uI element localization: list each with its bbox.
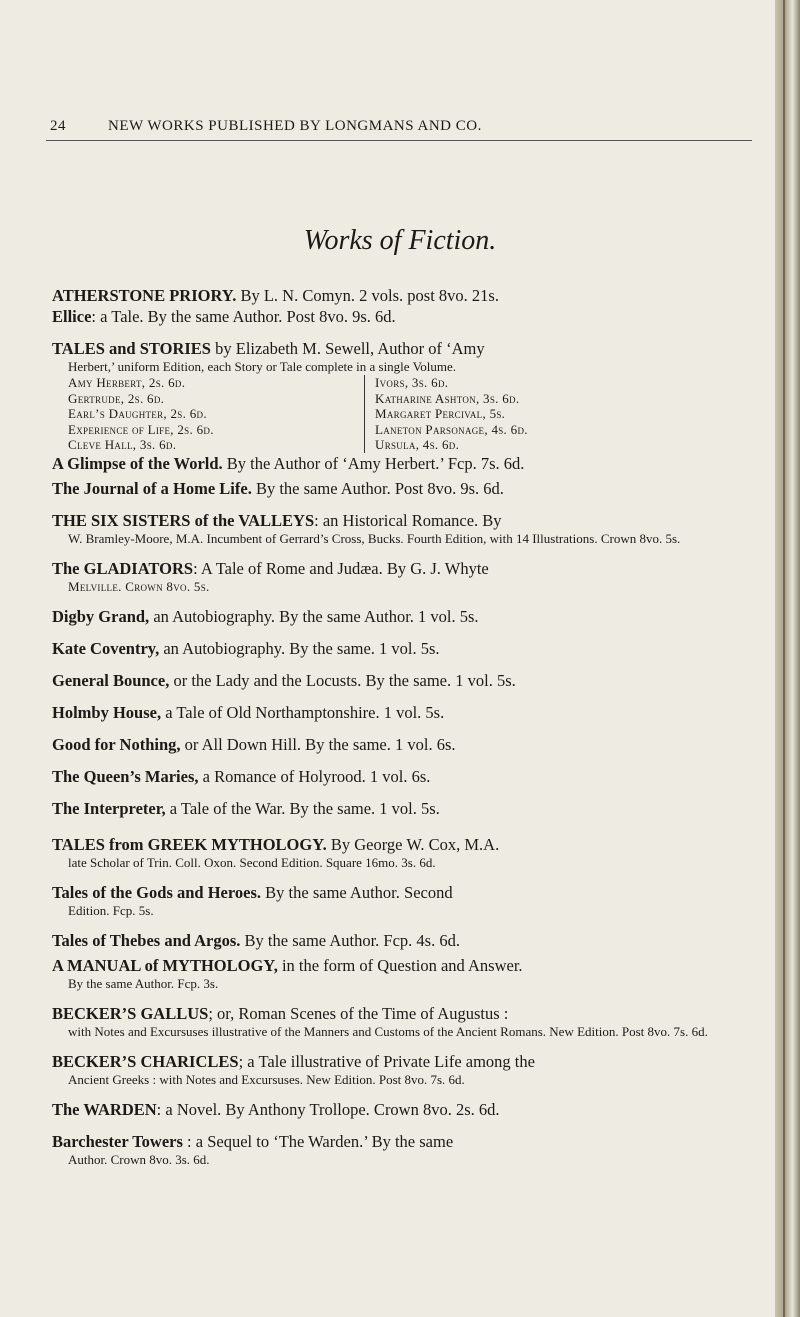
entry-text: By the same Author. Second — [261, 882, 453, 902]
entry-subtext: By the same Author. Fcp. 3s. — [68, 975, 219, 991]
entry-subtext: with Notes and Excursuses illustrative of the Manners and Customs of the Ancient Romans. New Edition. Post 8vo. 7s. 6d. — [68, 1023, 708, 1039]
entry-title: Digby Grand, — [52, 606, 150, 626]
entry-subtext: Herbert,’ uniform Edition, each Story or Tale complete in a single Volume. — [68, 359, 457, 374]
volume-column-right — [364, 375, 671, 453]
entry-title: BECKER’S CHARICLES — [52, 1051, 239, 1071]
volume-item: Ivors, 3s. 6d. — [375, 375, 449, 390]
entry-title: THE SIX SISTERS of the VALLEYS — [52, 510, 315, 530]
volume-item: Gertrude, 2s. 6d. — [68, 390, 165, 406]
volume-column-left — [68, 375, 364, 453]
entry-title: Ellice — [52, 307, 92, 326]
volume-item: Laneton Parsonage, 4s. 6d. — [375, 421, 528, 437]
entry-title: The GLADIATORS — [52, 558, 194, 578]
catalogue-entry — [52, 1099, 756, 1120]
entry-text: By the same Author. Fcp. 4s. 6d. — [240, 930, 460, 950]
volume-item: Katharine Ashton, 3s. 6d. — [375, 390, 520, 406]
entry-title: Barchester Towers — [52, 1131, 183, 1151]
entry-title: Tales of the Gods and Heroes. — [52, 882, 262, 902]
entry-title: A Glimpse of the World. — [52, 453, 223, 473]
entry-subtext: late Scholar of Trin. Coll. Oxon. Second Edition. Square 16mo. 3s. 6d. — [68, 854, 436, 870]
volume-item: Earl’s Daughter, 2s. 6d. — [68, 406, 207, 421]
entry-text: a Tale of the War. By the same. 1 vol. 5s. — [165, 798, 440, 818]
entry-text: By the same Author. Post 8vo. 9s. 6d. — [251, 478, 504, 498]
entry-text: : an Historical Romance. By — [314, 510, 502, 530]
entry-text: : a Sequel to ‘The Warden.’ By the same — [182, 1131, 454, 1151]
entry-text: : A Tale of Rome and Judæa. By G. J. Whyte — [193, 558, 489, 578]
entry-title: A MANUAL of MYTHOLOGY, — [52, 955, 278, 975]
page-number: 24 — [50, 118, 66, 134]
entry-subtext: W. Bramley-Moore, M.A. Incumbent of Gerrard’s Cross, Bucks. Fourth Edition, with 14 Illustrations. Crown 8vo. 5s. — [68, 530, 681, 546]
entry-title: Good for Nothing, — [52, 734, 181, 754]
catalogue-entry — [52, 510, 756, 547]
entry-title: The Queen’s Maries, — [52, 766, 199, 786]
entry-text: ; or, Roman Scenes of the Time of Augustus : — [208, 1003, 509, 1023]
entry-title: The Journal of a Home Life. — [52, 478, 252, 498]
catalogue-entry — [52, 1131, 756, 1168]
entry-text: an Autobiography. By the same Author. 1 vol. 5s. — [149, 606, 479, 626]
catalogue-entry — [52, 882, 756, 919]
entry-text: : a Novel. By Anthony Trollope. Crown 8vo. 2s. 6d. — [156, 1099, 500, 1119]
section-title: Works of Fiction. — [303, 225, 497, 256]
catalogue-entry — [52, 1003, 756, 1040]
entry-text: ; a Tale illustrative of Private Life among the — [238, 1051, 535, 1071]
header-rule — [46, 140, 752, 141]
entry-text: By George W. Cox, M.A. — [326, 834, 500, 854]
running-title: NEW WORKS PUBLISHED BY LONGMANS AND CO. — [108, 118, 482, 134]
entry-title: General Bounce, — [52, 670, 170, 690]
catalogue-entry — [52, 766, 756, 787]
catalogue-entry — [52, 306, 756, 327]
volume-item: Ursula, 4s. 6d. — [375, 437, 460, 452]
catalogue-entry — [52, 478, 756, 499]
entry-title: Tales of Thebes and Argos. — [52, 930, 241, 950]
catalogue-entry — [52, 670, 756, 691]
catalogue-entry — [52, 955, 756, 992]
volume-item: Margaret Percival, 5s. — [375, 406, 506, 421]
entry-text: : a Tale. By the same Author. Post 8vo. 9s. 6d. — [91, 307, 396, 326]
entry-title: TALES from GREEK MYTHOLOGY. — [52, 834, 327, 854]
entry-title: Holmby House, — [52, 702, 162, 722]
entry-text: By L. N. Comyn. 2 vols. post 8vo. 21s. — [236, 286, 499, 305]
catalogue-entry — [52, 798, 756, 819]
entry-text: an Autobiography. By the same. 1 vol. 5s. — [159, 638, 440, 658]
volume-item: Experience of Life, 2s. 6d. — [68, 421, 214, 437]
catalogue-entry — [52, 338, 756, 453]
entry-text: or the Lady and the Locusts. By the same. 1 vol. 5s. — [169, 670, 516, 690]
entry-title: TALES and STORIES — [52, 339, 211, 358]
entry-title: ATHERSTONE PRIORY. — [52, 286, 237, 305]
entry-text: a Romance of Holyrood. 1 vol. 6s. — [198, 766, 431, 786]
catalogue-entry — [52, 1051, 756, 1088]
entry-title: The WARDEN — [52, 1099, 157, 1119]
catalogue-entry — [52, 558, 756, 595]
entry-text: By the Author of ‘Amy Herbert.’ Fcp. 7s. 6d. — [222, 453, 525, 473]
catalogue-entry — [52, 734, 756, 755]
entry-text: or All Down Hill. By the same. 1 vol. 6s. — [180, 734, 456, 754]
catalogue-entry — [52, 930, 756, 951]
book-binding-edge — [775, 0, 800, 1317]
catalogue-entry — [52, 834, 756, 871]
catalogue-entry — [52, 453, 756, 474]
catalogue-entry — [52, 285, 756, 306]
catalogue-list — [52, 285, 756, 1168]
catalogue-entry — [52, 702, 756, 723]
volume-item: Cleve Hall, 3s. 6d. — [68, 437, 177, 452]
sewell-volume-list — [52, 375, 756, 453]
catalogue-entry — [52, 638, 756, 659]
volume-item: Amy Herbert, 2s. 6d. — [68, 375, 186, 390]
entry-title: BECKER’S GALLUS — [52, 1003, 209, 1023]
entry-subtext: Melville. Crown 8vo. 5s. — [68, 578, 210, 594]
catalogue-entry — [52, 606, 756, 627]
entry-text: in the form of Question and Answer. — [277, 955, 523, 975]
entry-title: The Interpreter, — [52, 798, 166, 818]
entry-subtext: Edition. Fcp. 5s. — [68, 902, 154, 918]
entry-text: by Elizabeth M. Sewell, Author of ‘Amy — [210, 339, 485, 358]
entry-subtext: Author. Crown 8vo. 3s. 6d. — [68, 1151, 210, 1167]
entry-title: Kate Coventry, — [52, 638, 160, 658]
entry-subtext: Ancient Greeks : with Notes and Excursuses. New Edition. Post 8vo. 7s. 6d. — [68, 1071, 465, 1087]
entry-text: a Tale of Old Northamptonshire. 1 vol. 5s. — [161, 702, 445, 722]
